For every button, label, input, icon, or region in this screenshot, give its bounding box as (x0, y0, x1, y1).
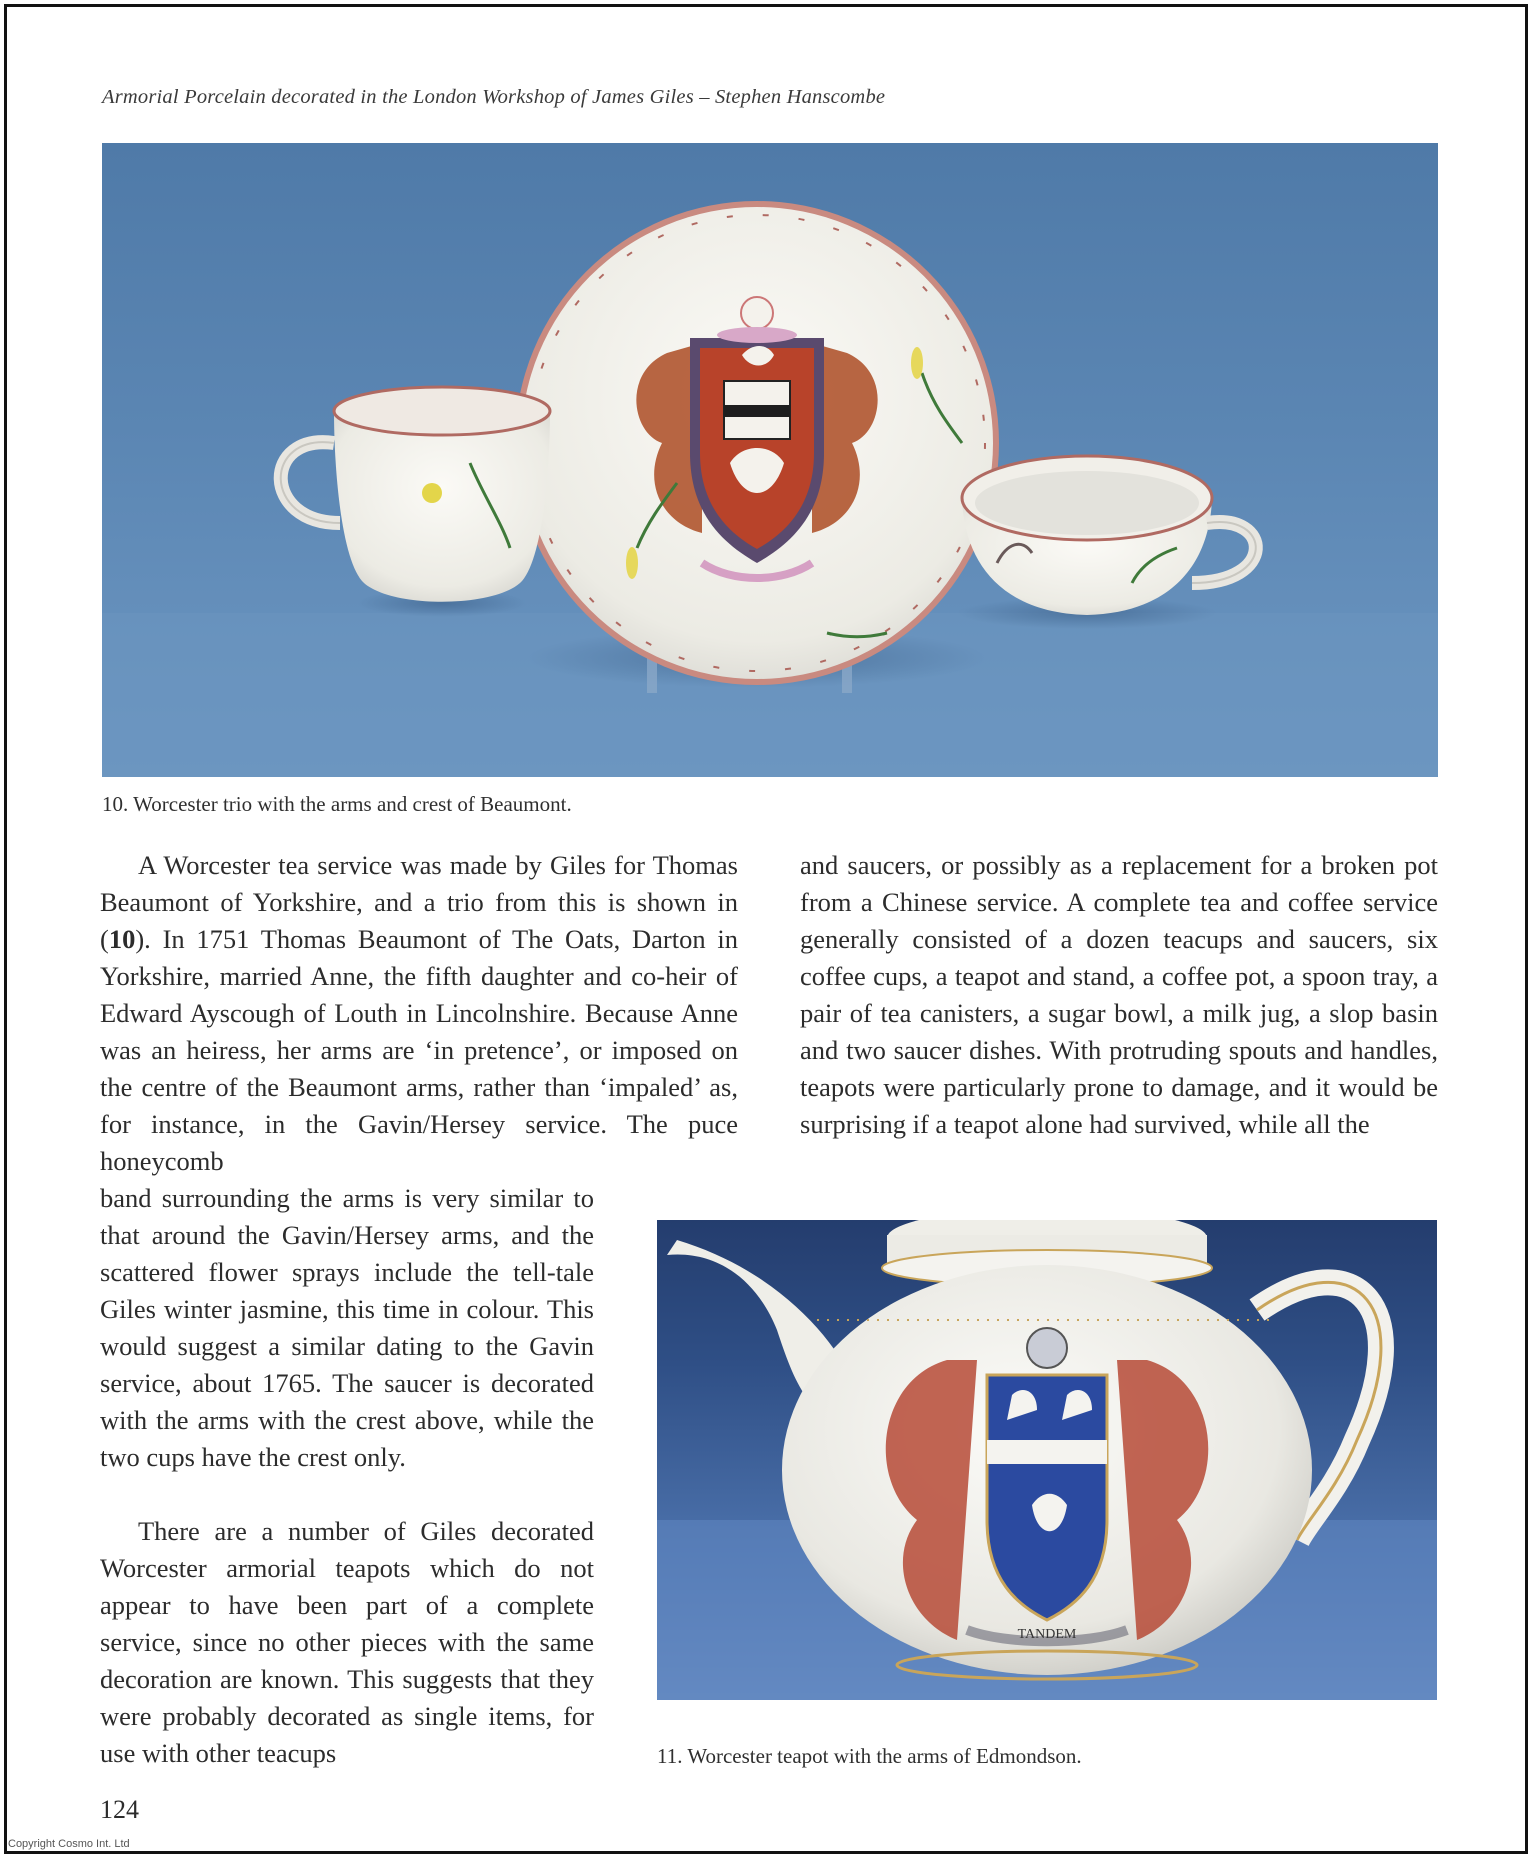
page-number: 124 (100, 1795, 139, 1824)
worcester-trio-illustration (102, 143, 1438, 777)
body-paragraph-1 (100, 847, 738, 1180)
body-paragraph-right: and saucers, or possibly as a replacement for a broken pot from a Chinese service. A complete tea and coffee service generally consisted of a dozen teacups and saucers, six coffee cups, a teapot and stand, a coffee pot, a spoon tray, a pair of tea canisters, a sugar bowl, a milk jug, a slop basin and two saucer dishes. With protruding spouts and handles, teapots were particularly prone to damage, and it would be surprising if a teapot alone had survived, while all the (800, 850, 1438, 1139)
body-paragraph-1-a: A Worcester tea service was made by Giles for Thomas Beaumont of Yorkshire, and a trio from this is shown in ( (100, 850, 738, 954)
figure-10-photo (102, 143, 1438, 777)
motto-text: TANDEM (1017, 1627, 1077, 1642)
figure-11-caption: 11. Worcester teapot with the arms of Edmondson. (657, 1744, 1082, 1768)
figure-reference: 10 (108, 924, 136, 954)
body-paragraph-2: There are a number of Giles decorated Worcester armorial teapots which do not appear to have been part of a complete service, since no other pieces with the same decoration are known. This suggests that they were probably decorated as single items, for use with other teacups (100, 1516, 594, 1768)
worcester-teapot-illustration (657, 1220, 1437, 1700)
body-paragraph-1-continued: band surrounding the arms is very similar to that around the Gavin/Hersey arms, and the scattered flower sprays include the tell-tale Giles winter jasmine, this time in colour. This would suggest a similar dating to the Gavin service, about 1765. The saucer is decorated with the arms with the crest above, while the two cups have the crest only. (100, 1183, 594, 1472)
running-head: Armorial Porcelain decorated in the London Workshop of James Giles – Stephen Hanscombe (102, 86, 886, 108)
copyright-notice: Copyright Cosmo Int. Ltd (8, 1838, 130, 1850)
figure-11-photo (657, 1220, 1437, 1700)
body-paragraph-1-b: ). In 1751 Thomas Beaumont of The Oats, Darton in Yorkshire, married Anne, the fifth daughter and co-heir of Edward Ayscough of Louth in Lincolnshire. Because Anne was an heiress, her arms are ‘in pretence’, or imposed on the centre of the Beaumont arms, rather than ‘impaled’ as, for instance, in the Gavin/Hersey service. The puce honeycomb (100, 924, 738, 1176)
figure-10-caption: 10. Worcester trio with the arms and crest of Beaumont. (102, 792, 572, 816)
